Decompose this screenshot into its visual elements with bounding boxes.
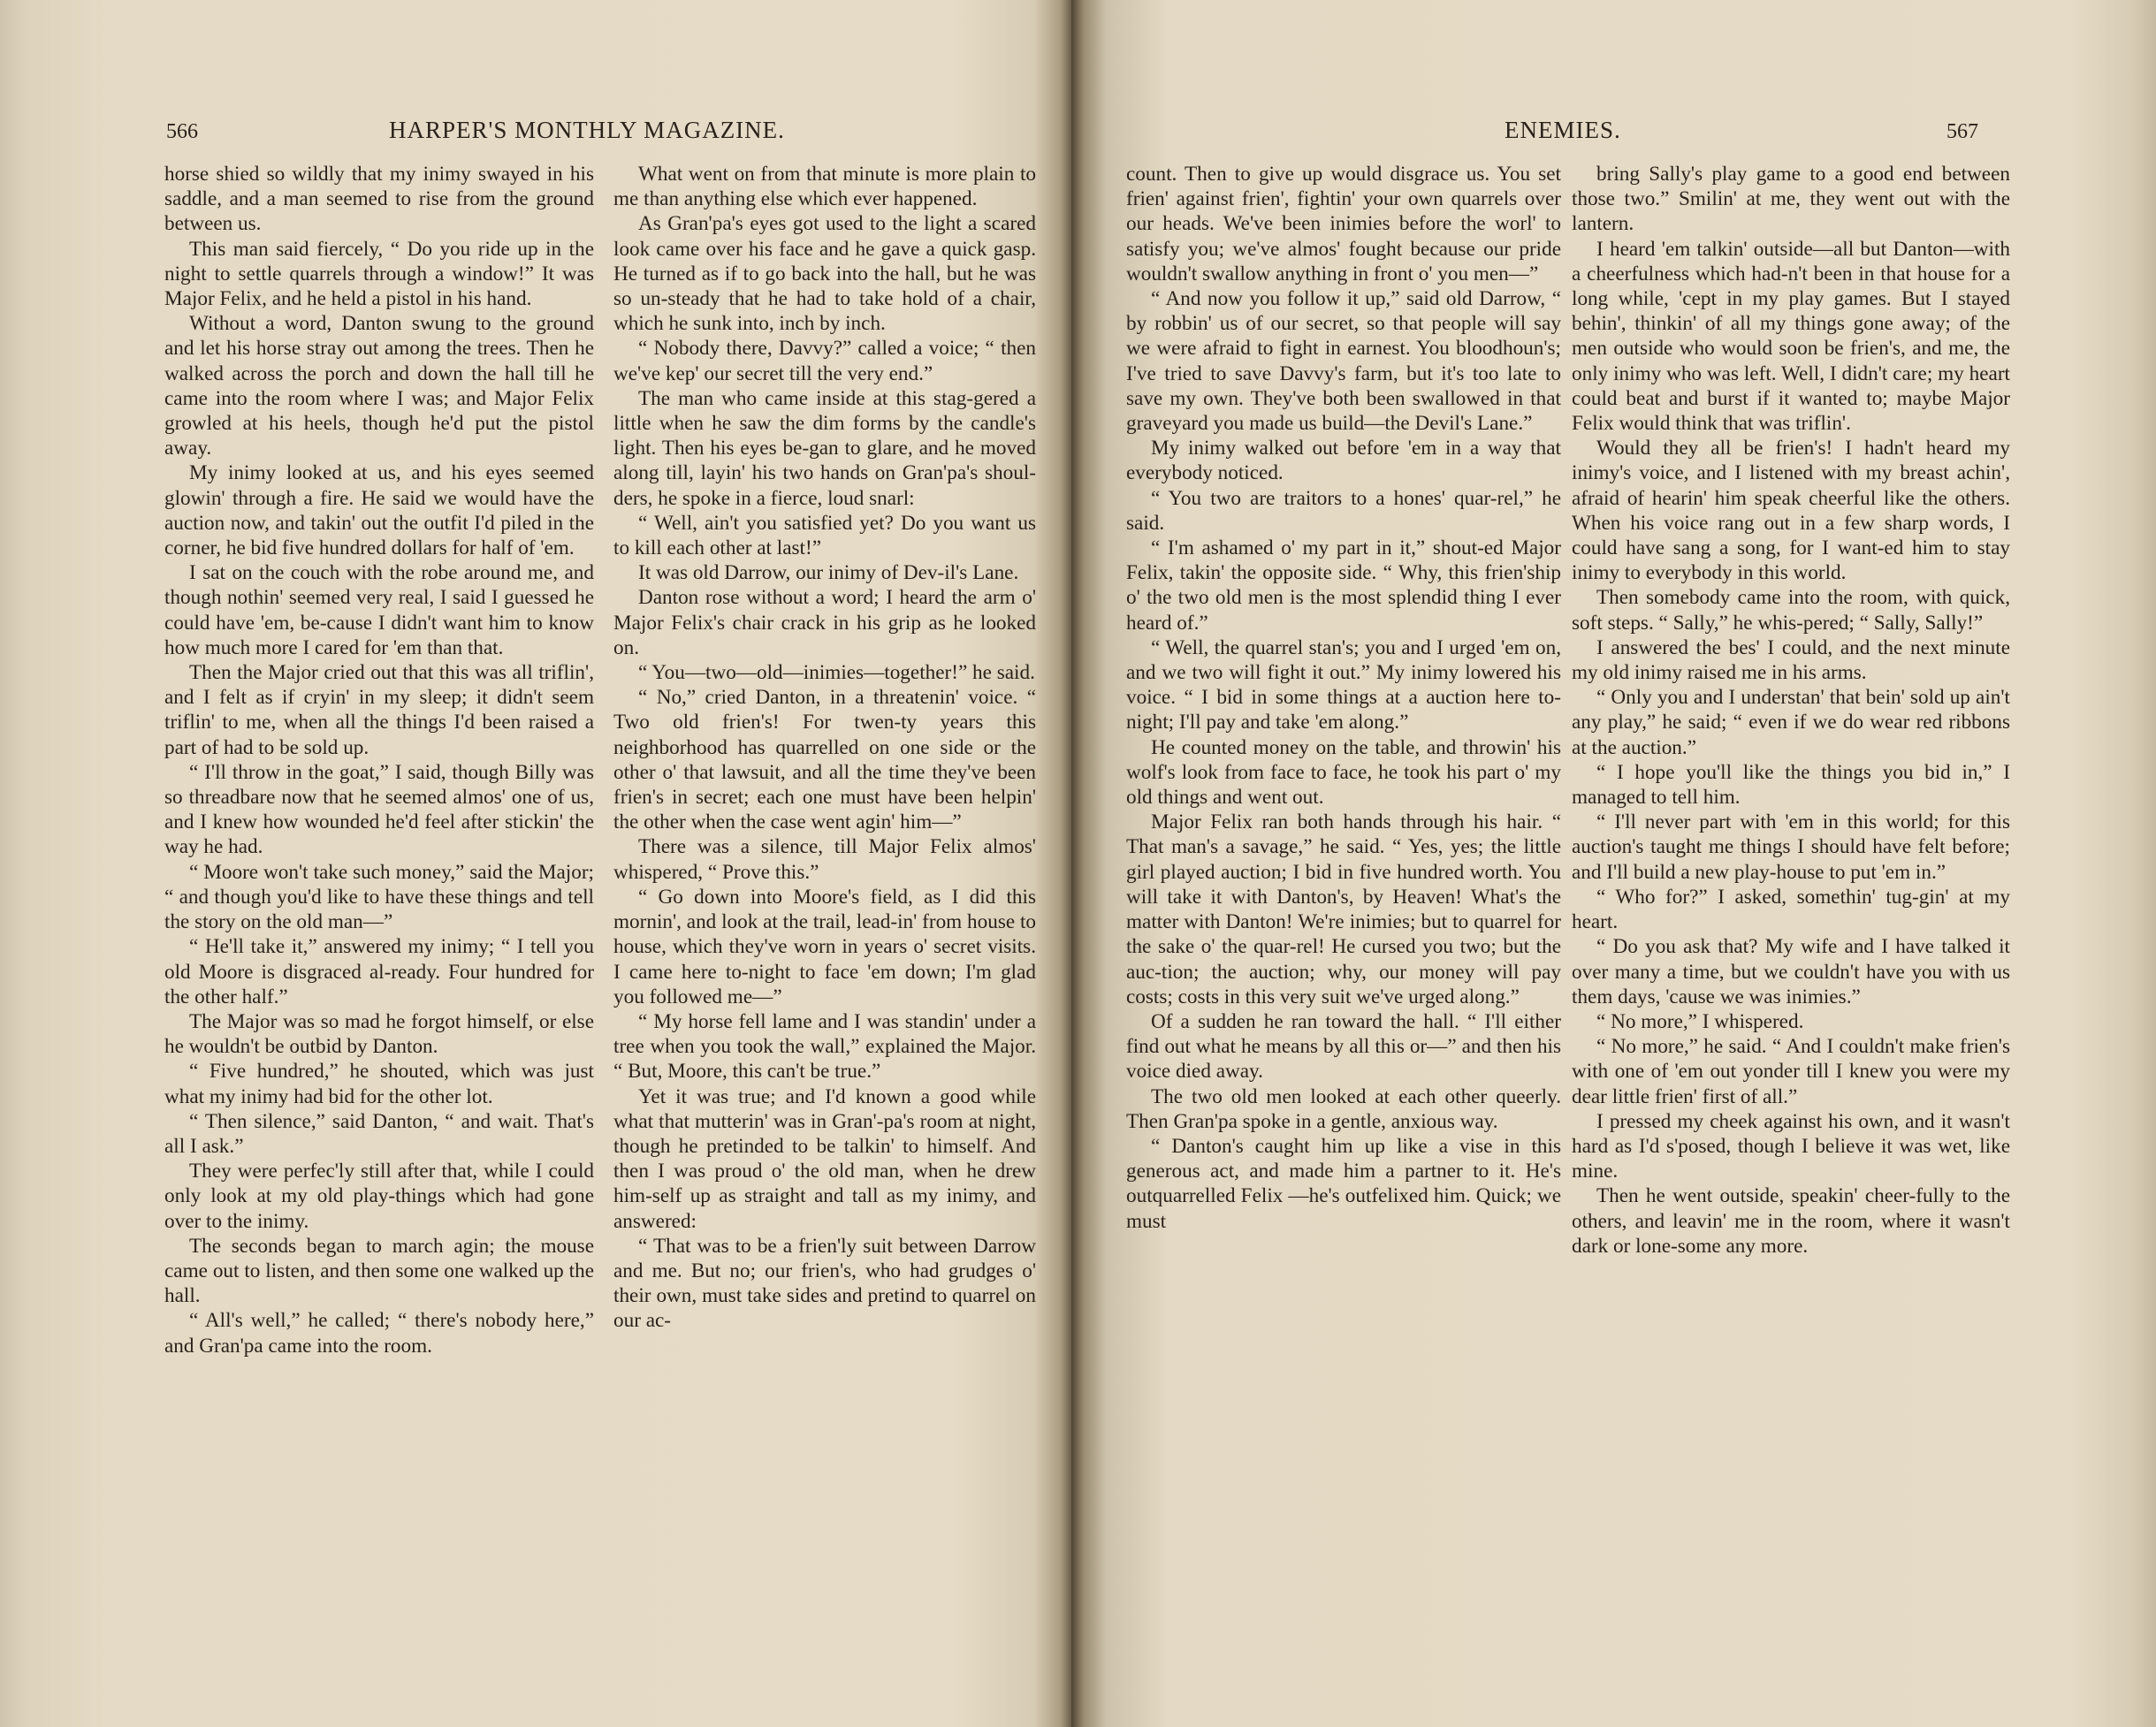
paragraph: “ Danton's caught him up like a vise in this generous act, and made him a partner to it. He's outquarrelled Felix —he's outfelixed him. Quick; we must (1126, 1134, 1561, 1233)
paragraph: It was old Darrow, our inimy of Dev-il's Lane. (638, 561, 1019, 585)
paragraph: “ Five hundred,” he shouted, which was just what my inimy had bid for the other lot. (164, 1060, 594, 1108)
paragraph: “ I hope you'll like the things you bid in,” I managed to tell him. (1572, 760, 2010, 810)
paragraph: Would they all be frien's! I hadn't heard my inimy's voice, and I listened with my breast achin', afraid of hearin' him speak cheerful like the others. When his voice rang out in a few sharp words, I could have sang a song, for I want-ed him to stay inimy to everybody in this world. (1572, 437, 2010, 585)
paragraph: The two old men looked at each other queerly. Then Gran'pa spoke in a gentle, anxious way. (1126, 1084, 1561, 1133)
paragraph: As Gran'pa's eyes got used to the light a scared look came over his face and he gave a quick gasp. He turned as if to go back into the hall, but he was so un-steady that he had to take hold of a chair, which he sunk into, inch by inch. (613, 212, 1036, 336)
paragraph: There was a silence, till Major Felix almos' whispered, “ Prove this.” (613, 835, 1036, 884)
paragraph: “ Nobody there, Davvy?” called a voice; “ then we've kep' our secret till the very end.” (613, 337, 1036, 385)
page-number: 567 (1946, 120, 1978, 143)
paragraph: “ He'll take it,” answered my inimy; “ I tell you old Moore is disgraced al-ready. Four hundred for the other half.” (164, 935, 594, 1008)
paragraph: “ And now you follow it up,” said old Darrow, “ by robbin' us of our secret, so that people will say we were afraid to fight in earnest. You bloodhoun's; I've tried to save Davvy's farm, but it's too late to save my own. They've both been swallowed in that graveyard you made us build—the Devil's Lane.” (1126, 287, 1561, 436)
paragraph: “ I'll throw in the goat,” I said, though Billy was so threadbare now that he seemed almos' one of us, and I knew how wounded he'd feel after stickin' the way he had. (164, 760, 594, 859)
paragraph: “ Well, the quarrel stan's; you and I urged 'em on, and we two will fight it out.” My inimy lowered his voice. “ I bid in some things at a auction here to-night; I'll pay and take 'em along.” (1126, 635, 1561, 734)
paragraph: My inimy walked out before 'em in a way that everybody noticed. (1126, 437, 1561, 485)
text-column-4 (1572, 162, 2010, 1259)
paragraph: “ You—two—old—inimies—together!” he said. (638, 661, 1035, 685)
paragraph: “ I'm ashamed o' my part in it,” shout-ed Major Felix, takin' the opposite side. “ Why, this frien'ship o' the two old men is the most splendid thing I ever heard of.” (1126, 536, 1561, 635)
paragraph: Then somebody came into the room, with quick, soft steps. “ Sally,” he whis-pered; “ Sally, Sally!” (1572, 586, 2010, 635)
text-column-2 (613, 162, 1036, 1334)
paragraph: They were perfec'ly still after that, while I could only look at my old play-things which had gone over to the inimy. (164, 1160, 594, 1233)
paragraph: He counted money on the table, and throwin' his wolf's look from face to face, he took his part o' my old things and went out. (1126, 735, 1561, 810)
paragraph: “ Then silence,” said Danton, “ and wait. That's all I ask.” (164, 1109, 594, 1158)
page-number: 566 (166, 120, 198, 143)
text-column-1 (164, 162, 594, 1358)
paragraph: “ No,” cried Danton, in a threatenin' voice. “ Two old frien's! For twen-ty years this neighborhood has quarrelled on one side or the other o' that lawsuit, and all the time they've been frien's in secret; each one must have been helpin' the other when the case went agin' him—” (613, 686, 1036, 834)
paragraph: “ No more,” he said. “ And I couldn't make frien's with one of 'em out yonder till I knew you were my dear little frien' first of all.” (1572, 1035, 2010, 1108)
paragraph: “ Well, ain't you satisfied yet? Do you want us to kill each other at last!” (613, 511, 1036, 560)
paragraph: Of a sudden he ran toward the hall. “ I'll either find out what he means by all this or—” and then his voice died away. (1126, 1009, 1561, 1084)
paragraph: The man who came inside at this stag-gered a little when he saw the dim forms by the candle's light. Then his eyes be-gan to glare, and he moved along till, layin' his two hands on Gran'pa's shoul-ders, he spoke in a fierce, loud snarl: (613, 386, 1036, 510)
paragraph: “ My horse fell lame and I was standin' under a tree when you took the wall,” explained the Major. “ But, Moore, this can't be true.” (613, 1009, 1036, 1084)
paragraph: This man said fiercely, “ Do you ride up in the night to settle quarrels through a window!” It was Major Felix, and he held a pistol in his hand. (164, 237, 594, 311)
left-page (0, 0, 1071, 1727)
paragraph: “ I'll never part with 'em in this world; for this auction's taught me things I should have felt before; and I'll build a new play-house to put 'em in.” (1572, 810, 2010, 884)
paragraph: “ Moore won't take such money,” said the Major; “ and though you'd like to have these things and tell the story on the old man—” (164, 860, 594, 934)
paragraph: “ Do you ask that? My wife and I have talked it over many a time, but we couldn't have you with us them days, 'cause we was inimies.” (1572, 935, 2010, 1008)
paragraph: Danton rose without a word; I heard the arm o' Major Felix's chair crack in his grip as he looked on. (613, 586, 1036, 659)
paragraph: horse shied so wildly that my inimy swayed in his saddle, and a man seemed to rise from the ground between us. (164, 163, 594, 236)
paragraph: I pressed my cheek against his own, and it wasn't hard as I'd s'posed, though I believe it was wet, like mine. (1572, 1109, 2010, 1183)
paragraph: Without a word, Danton swung to the ground and let his horse stray out among the trees. Then he walked across the porch and down the hall till he came into the room where I was; and Major Felix growled at his heels, though he'd put the pistol away. (164, 312, 594, 460)
paragraph: “ You two are traitors to a hones' quar-rel,” he said. (1126, 486, 1561, 535)
paragraph: Major Felix ran both hands through his hair. “ That man's a savage,” he said. “ Yes, yes; the little girl played auction; I bid in five hundred worth. You will take it with Danton's, by Heaven! What's the matter with Danton! We're inimies; but to quarrel for the sake o' the quar-rel! He cursed you two; but the auc-tion; the auction; why, our money will pay costs; costs in this very suit we've urged along.” (1126, 810, 1561, 1008)
running-head: ENEMIES. (1505, 117, 1621, 143)
paragraph: “ Go down into Moore's field, as I did this mornin', and look at the trail, lead-in' from house to house, which they've worn in years o' secret visits. I came here to-night to face 'em down; I'm glad you followed me—” (613, 885, 1036, 1008)
paragraph: “ That was to be a frien'ly suit between Darrow and me. But no; our frien's, who had grudges o' their own, must take sides and pretind to quarrel on our ac- (613, 1234, 1036, 1333)
paragraph: bring Sally's play game to a good end between those two.” Smilin' at me, they went out with the lantern. (1572, 163, 2010, 236)
paragraph: Then the Major cried out that this was all triflin', and I felt as if cryin' in my sleep; it didn't seem triflin' to me, when all the things I'd been raised a part of had to be sold up. (164, 661, 594, 759)
paragraph: count. Then to give up would disgrace us. You set frien' against frien', fightin' your own quarrels over our heads. We've been inimies before the worl' to satisfy you; we've almos' fought because our pride wouldn't swallow anything in front o' you men—” (1126, 163, 1561, 285)
paragraph: “ Only you and I understan' that bein' sold up ain't any play,” he said; “ even if we do wear red ribbons at the auction.” (1572, 686, 2010, 759)
paragraph: “ All's well,” he called; “ there's nobody here,” and Gran'pa came into the room. (164, 1309, 594, 1358)
paragraph: Then he went outside, speakin' cheer-fully to the others, and leavin' me in the room, where it wasn't dark or lone-some any more. (1572, 1184, 2010, 1258)
text-column-3 (1126, 162, 1561, 1234)
running-head: HARPER'S MONTHLY MAGAZINE. (389, 117, 785, 143)
paragraph: My inimy looked at us, and his eyes seemed glowin' through a fire. He said we would have the auction now, and takin' out the outfit I'd piled in the corner, he bid five hundred dollars for half of 'em. (164, 461, 594, 560)
paragraph: I answered the bes' I could, and the next minute my old inimy raised me in his arms. (1572, 635, 2010, 685)
paragraph: Yet it was true; and I'd known a good while what that mutterin' was in Gran'-pa's room at night, though he pretinded to be talkin' to himself. And then I was proud o' the old man, when he drew him-self up as straight and tall as my inimy, and answered: (613, 1084, 1036, 1233)
paragraph: The seconds began to march agin; the mouse came out to listen, and then some one walked up the hall. (164, 1234, 594, 1308)
paragraph: I sat on the couch with the robe around me, and though nothin' seemed very real, I said I guessed he could have 'em, be-cause I didn't want him to know how much more I cared for 'em than that. (164, 561, 594, 659)
paragraph: The Major was so mad he forgot himself, or else he wouldn't be outbid by Danton. (164, 1009, 594, 1059)
paragraph: What went on from that minute is more plain to me than anything else which ever happened. (613, 163, 1036, 211)
paragraph: “ No more,” I whispered. (1596, 1009, 1804, 1033)
right-page (1071, 0, 2156, 1727)
paragraph: “ Who for?” I asked, somethin' tug-gin' at my heart. (1572, 885, 2010, 934)
paragraph: I heard 'em talkin' outside—all but Danton—with a cheerfulness which had-n't been in that house for a long while, 'cept in my play games. But I stayed behin', thinkin' of all my things gone away; of the men outside who would soon be frien's, and me, the only inimy who was left. Well, I didn't care; my heart could beat and burst if it wanted to; maybe Major Felix would think that was triflin'. (1572, 237, 2010, 436)
